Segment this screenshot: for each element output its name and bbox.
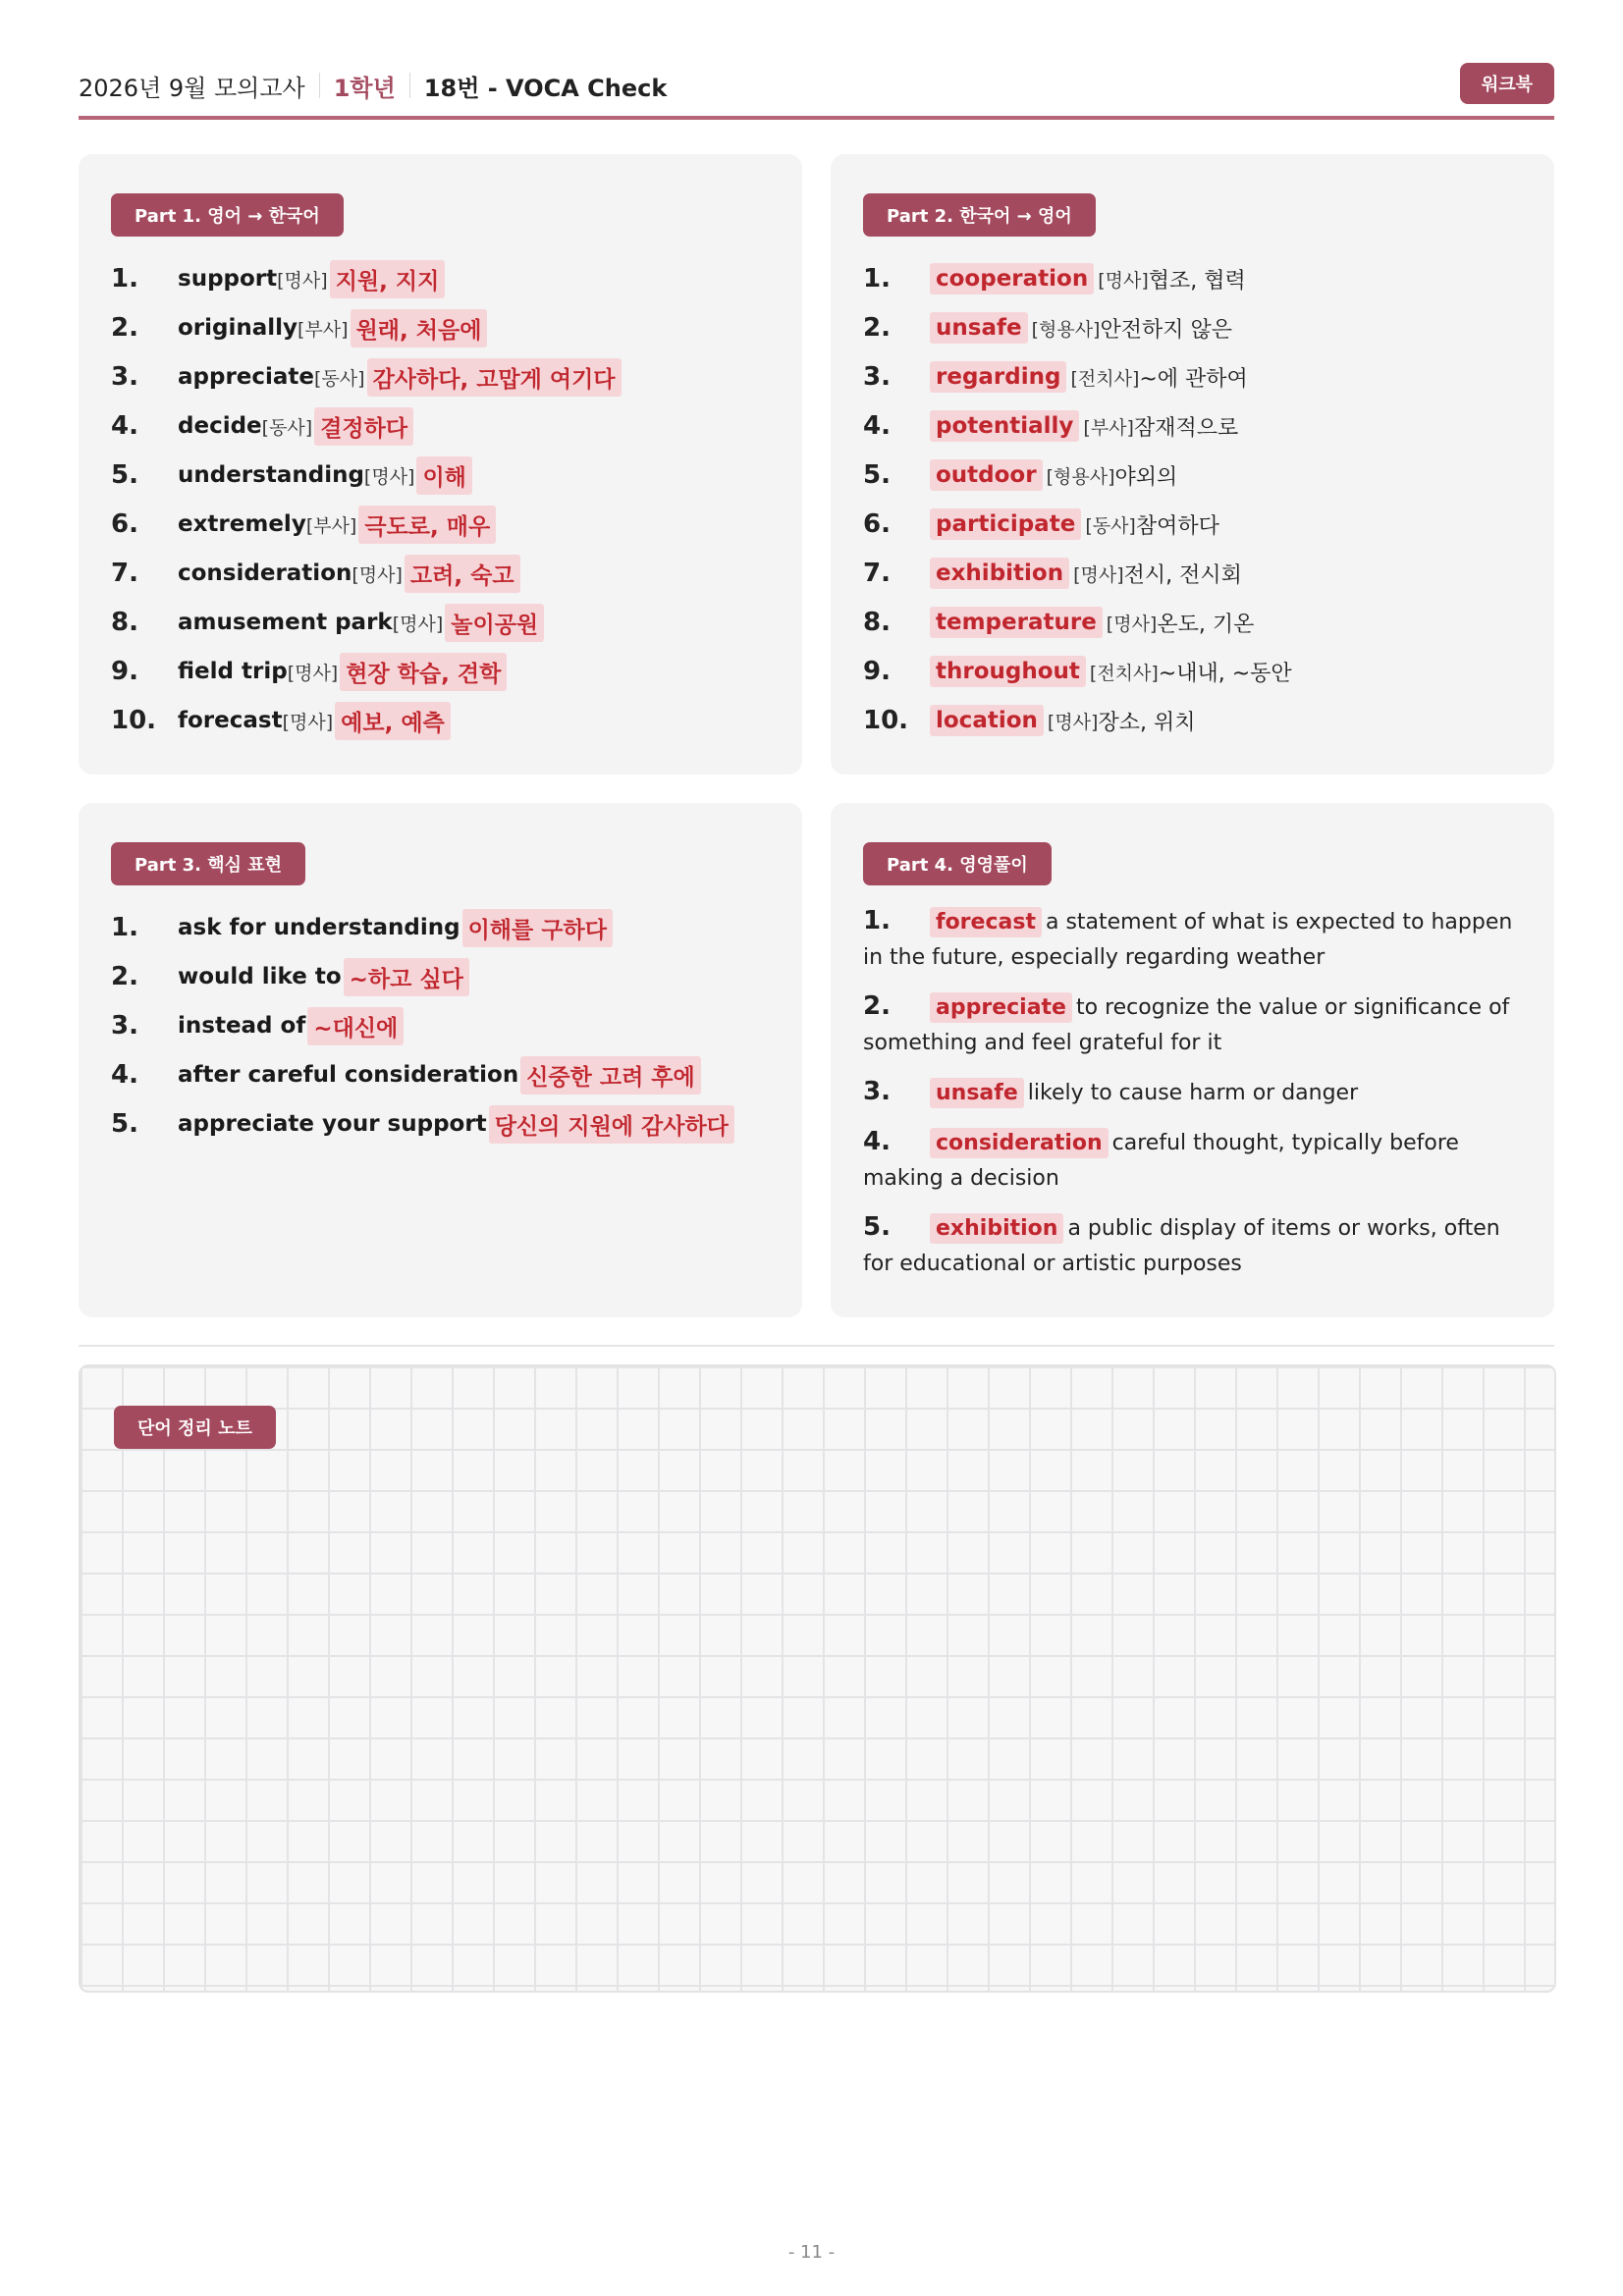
part4-label: Part 4. 영영풀이	[863, 842, 1052, 885]
page-number: - 11 -	[787, 2242, 836, 2263]
answer-highlight: 이해를 구하다	[462, 909, 613, 947]
part1-label: Part 1. 영어 → 한국어	[111, 193, 344, 237]
part-of-speech: [명사]	[363, 465, 415, 488]
part-of-speech: [명사]	[1098, 269, 1149, 292]
part1-list	[111, 254, 783, 745]
item-number: 9.	[863, 657, 891, 686]
english-definition: a statement of what is expected to happen in the future, especially regarding weather	[863, 910, 1513, 970]
korean-meaning: 장소, 위치	[1098, 710, 1196, 735]
list-item	[111, 696, 783, 745]
part4-list	[863, 903, 1525, 1295]
answer-highlight: 극도로, 매우	[358, 506, 496, 544]
item-number: 6.	[111, 509, 138, 539]
item-number: 5.	[863, 460, 891, 490]
item-number: 3.	[863, 1077, 891, 1106]
korean-meaning: 참여하다	[1135, 513, 1219, 539]
list-item	[863, 254, 1535, 303]
answer-highlight: exhibition	[930, 558, 1069, 589]
item-number: 7.	[111, 559, 138, 588]
list-item	[111, 903, 783, 952]
item-number: 4.	[111, 411, 138, 441]
list-item	[111, 500, 783, 549]
korean-meaning: 야외의	[1114, 464, 1178, 490]
korean-meaning: ~내내, ~동안	[1158, 661, 1292, 686]
answer-highlight: 놀이공원	[445, 604, 544, 642]
key-phrase: instead of	[178, 1013, 306, 1039]
header-divider	[319, 73, 320, 98]
part-of-speech: [부사]	[298, 318, 349, 341]
vocab-note-grid[interactable]	[79, 1364, 1556, 1993]
list-item	[111, 352, 783, 401]
item-number: 1.	[863, 264, 891, 294]
answer-highlight: location	[930, 705, 1044, 736]
list-item	[111, 647, 783, 696]
english-word: consideration	[178, 561, 352, 586]
answer-highlight: cooperation	[930, 263, 1094, 294]
korean-meaning: 잠재적으로	[1133, 415, 1239, 441]
item-number: 1.	[863, 906, 891, 935]
item-number: 5.	[111, 1109, 138, 1139]
part2-label: Part 2. 한국어 → 영어	[863, 193, 1096, 237]
english-word: understanding	[178, 462, 364, 488]
item-number: 6.	[863, 509, 891, 539]
answer-highlight: 결정하다	[314, 407, 413, 446]
part-of-speech: [동사]	[314, 367, 365, 390]
part-of-speech: [명사]	[282, 711, 334, 733]
answer-highlight: appreciate	[930, 992, 1072, 1023]
header-divider	[409, 73, 410, 98]
english-definition: likely to cause harm or danger	[1027, 1081, 1359, 1105]
key-phrase: appreciate your support	[178, 1111, 487, 1137]
key-phrase: after careful consideration	[178, 1062, 519, 1088]
item-number: 4.	[111, 1060, 138, 1090]
list-item	[111, 1050, 783, 1099]
list-item	[111, 254, 783, 303]
note-label: 단어 정리 노트	[114, 1406, 276, 1449]
answer-highlight: unsafe	[930, 1078, 1024, 1108]
part-of-speech: [동사]	[1085, 514, 1136, 537]
answer-highlight: potentially	[930, 410, 1079, 442]
part-of-speech: [전치사]	[1089, 662, 1159, 684]
answer-highlight: ~대신에	[307, 1007, 404, 1045]
part1-card	[79, 154, 802, 774]
list-item	[111, 303, 783, 352]
page-title: 18번 - VOCA Check	[423, 74, 668, 102]
item-number: 2.	[111, 962, 138, 991]
answer-highlight: 지원, 지지	[330, 260, 446, 298]
korean-meaning: 온도, 기온	[1157, 612, 1255, 637]
part3-card	[79, 803, 802, 1317]
english-definition: to recognize the value or significance of something and feel grateful for it	[863, 995, 1510, 1055]
list-item	[863, 1074, 1525, 1111]
grade-label: 1학년	[333, 74, 396, 102]
list-item	[863, 401, 1535, 451]
part-of-speech: [명사]	[352, 563, 403, 586]
section-divider	[79, 1345, 1554, 1347]
answer-highlight: unsafe	[930, 312, 1028, 344]
list-item	[863, 303, 1535, 352]
item-number: 9.	[111, 657, 138, 686]
list-item	[111, 952, 783, 1001]
item-number: 2.	[111, 313, 138, 343]
list-item	[863, 988, 1525, 1061]
answer-highlight: 감사하다, 고맙게 여기다	[367, 358, 622, 397]
part-of-speech: [명사]	[277, 269, 328, 292]
part-of-speech: [부사]	[1083, 416, 1134, 439]
item-number: 10.	[863, 706, 909, 735]
list-item	[863, 451, 1535, 500]
list-item	[863, 500, 1535, 549]
list-item	[863, 647, 1535, 696]
header-rule	[79, 116, 1554, 120]
list-item	[863, 696, 1535, 745]
part2-list	[863, 254, 1535, 745]
item-number: 10.	[111, 706, 157, 735]
key-phrase: ask for understanding	[178, 915, 460, 940]
part-of-speech: [명사]	[1073, 563, 1124, 586]
part-of-speech: [형용사]	[1031, 318, 1101, 341]
part3-list	[111, 903, 783, 1148]
item-number: 4.	[863, 1127, 891, 1156]
part-of-speech: [명사]	[1047, 711, 1099, 733]
korean-meaning: 안전하지 않은	[1100, 317, 1232, 343]
item-number: 1.	[111, 913, 138, 942]
list-item	[111, 451, 783, 500]
workbook-badge: 워크북	[1460, 63, 1554, 104]
english-definition: careful thought, typically before making a decision	[863, 1131, 1459, 1191]
english-word: support	[178, 266, 278, 292]
part-of-speech: [명사]	[1106, 613, 1158, 635]
list-item	[863, 1124, 1525, 1197]
item-number: 3.	[863, 362, 891, 392]
answer-highlight: 당신의 지원에 감사하다	[489, 1105, 734, 1144]
item-number: 2.	[863, 313, 891, 343]
exam-name: 2026년 9월 모의고사	[79, 74, 305, 102]
answer-highlight: 이해	[416, 456, 471, 495]
answer-highlight: 고려, 숙고	[405, 555, 520, 593]
answer-highlight: exhibition	[930, 1213, 1063, 1244]
english-word: originally	[178, 315, 298, 341]
english-word: field trip	[178, 659, 288, 684]
item-number: 8.	[111, 608, 138, 637]
item-number: 3.	[111, 1011, 138, 1041]
english-word: forecast	[178, 708, 283, 733]
english-definition: a public display of items or works, often for educational or artistic purposes	[863, 1216, 1500, 1276]
part-of-speech: [부사]	[305, 514, 357, 537]
header-breadcrumb	[79, 69, 667, 103]
answer-highlight: 신중한 고려 후에	[520, 1056, 701, 1095]
item-number: 7.	[863, 559, 891, 588]
answer-highlight: 원래, 처음에	[351, 309, 488, 347]
english-word: extremely	[178, 511, 306, 537]
korean-meaning: 전시, 전시회	[1123, 562, 1242, 588]
key-phrase: would like to	[178, 964, 342, 989]
page-header	[79, 61, 1554, 110]
answer-highlight: ~하고 싶다	[344, 958, 469, 996]
answer-highlight: temperature	[930, 607, 1103, 638]
list-item	[863, 352, 1535, 401]
list-item	[863, 549, 1535, 598]
part-of-speech: [동사]	[261, 416, 313, 439]
item-number: 1.	[111, 264, 138, 294]
english-word: amusement park	[178, 610, 393, 635]
list-item	[863, 598, 1535, 647]
list-item	[111, 1099, 783, 1148]
part-of-speech: [명사]	[287, 662, 339, 684]
answer-highlight: participate	[930, 508, 1081, 540]
part-of-speech: [명사]	[392, 613, 444, 635]
list-item	[863, 1209, 1525, 1282]
korean-meaning: 협조, 협력	[1148, 268, 1246, 294]
list-item	[111, 1001, 783, 1050]
item-number: 2.	[863, 991, 891, 1021]
list-item	[863, 903, 1525, 976]
list-item	[111, 549, 783, 598]
part4-card	[831, 803, 1554, 1317]
answer-highlight: 현장 학습, 견학	[340, 653, 507, 691]
list-item	[111, 598, 783, 647]
answer-highlight: regarding	[930, 361, 1066, 393]
answer-highlight: outdoor	[930, 459, 1043, 491]
korean-meaning: ~에 관하여	[1139, 366, 1248, 392]
item-number: 3.	[111, 362, 138, 392]
english-word: appreciate	[178, 364, 315, 390]
english-word: decide	[178, 413, 262, 439]
part-of-speech: [전치사]	[1070, 367, 1140, 390]
answer-highlight: 예보, 예측	[335, 702, 451, 740]
part3-label: Part 3. 핵심 표현	[111, 842, 305, 885]
item-number: 5.	[111, 460, 138, 490]
item-number: 8.	[863, 608, 891, 637]
answer-highlight: forecast	[930, 907, 1042, 937]
item-number: 4.	[863, 411, 891, 441]
part-of-speech: [형용사]	[1046, 465, 1115, 488]
list-item	[111, 401, 783, 451]
answer-highlight: throughout	[930, 656, 1086, 687]
part2-card	[831, 154, 1554, 774]
answer-highlight: consideration	[930, 1128, 1109, 1158]
item-number: 5.	[863, 1212, 891, 1242]
